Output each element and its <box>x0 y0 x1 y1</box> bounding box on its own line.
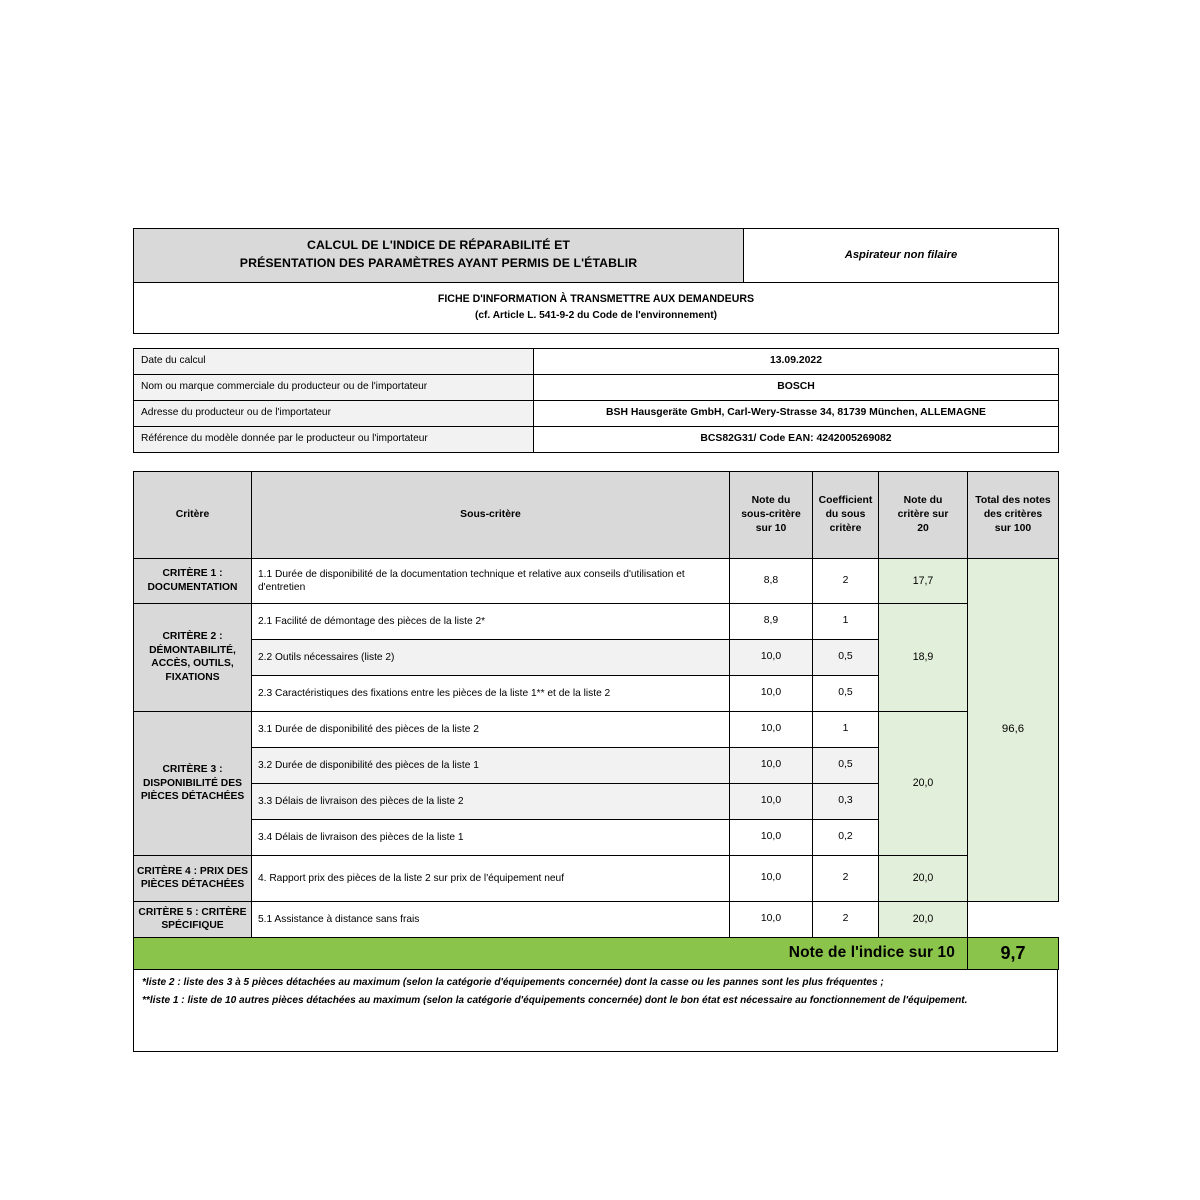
subcriterion-3-2-label: 3.2 Durée de disponibilité des pièces de la liste 1 <box>252 747 730 783</box>
document-subtitle-line1: FICHE D'INFORMATION À TRANSMETTRE AUX DEMANDEURS <box>437 292 755 305</box>
col-header-subnote <box>730 471 813 558</box>
subcriterion-3-3-coef: 0,3 <box>813 783 879 819</box>
subcriterion-2-3-coef: 0,5 <box>813 675 879 711</box>
subcriterion-2-1-label: 2.1 Facilité de démontage des pièces de la liste 2* <box>252 603 730 639</box>
subcriterion-3-1-coef: 1 <box>813 711 879 747</box>
criterion-1-name-l1: CRITÈRE 1 : <box>162 568 223 580</box>
criterion-2-note20: 18,9 <box>879 603 968 711</box>
info-row-date <box>134 348 1059 374</box>
info-value-model: BCS82G31/ Code EAN: 4242005269082 <box>534 426 1059 452</box>
document-header-table <box>133 228 1059 334</box>
criterion-3-name-l2: DISPONIBILITÉ DES <box>143 777 242 789</box>
final-score-label: Note de l'indice sur 10 <box>134 937 968 969</box>
header-subtitle-row <box>134 282 1059 333</box>
col-header-note20-l3: 20 <box>917 522 929 534</box>
col-header-note20-l1: Note du <box>903 494 943 506</box>
subcriterion-3-3-label: 3.3 Délais de livraison des pièces de la liste 2 <box>252 783 730 819</box>
col-header-coefficient <box>813 471 879 558</box>
info-label-model: Référence du modèle donnée par le producteur ou l'importateur <box>134 426 534 452</box>
criterion-5-name <box>134 901 252 937</box>
criterion-5-name-l2: SPÉCIFIQUE <box>161 920 224 932</box>
manufacturer-info-table <box>133 348 1059 453</box>
criterion-5-name-l1: CRITÈRE 5 : CRITÈRE <box>138 906 247 918</box>
subcriterion-2-2-coef: 0,5 <box>813 639 879 675</box>
criterion-2-name-l4: FIXATIONS <box>165 671 220 683</box>
subcriterion-3-4-label: 3.4 Délais de livraison des pièces de la liste 1 <box>252 819 730 855</box>
subcriterion-5-1-label: 5.1 Assistance à distance sans frais <box>252 901 730 937</box>
header-title-row <box>134 229 1059 283</box>
criterion-4-name-l2: PIÈCES DÉTACHÉES <box>140 879 245 891</box>
subcriterion-2-1-coef: 1 <box>813 603 879 639</box>
info-row-address <box>134 400 1059 426</box>
col-header-coefficient-l2: du sous <box>825 508 866 520</box>
col-header-coefficient-l1: Coefficient <box>818 494 873 506</box>
subcriterion-4-1-note: 10,0 <box>730 855 813 901</box>
criterion-3-name <box>134 711 252 855</box>
col-header-total100-l1: Total des notes <box>975 494 1051 506</box>
subcriterion-3-4-note: 10,0 <box>730 819 813 855</box>
info-value-address: BSH Hausgeräte GmbH, Carl-Wery-Strasse 34, 81739 München, ALLEMAGNE <box>534 400 1059 426</box>
subcriterion-3-2-coef: 0,5 <box>813 747 879 783</box>
subcriterion-5-1-note: 10,0 <box>730 901 813 937</box>
col-header-criterion: Critère <box>134 471 252 558</box>
criterion-3-name-l3: PIÈCES DÉTACHÉES <box>140 791 245 803</box>
col-header-total100-l2: des critères <box>983 508 1043 520</box>
total-notes-100: 96,6 <box>968 558 1059 901</box>
subcriterion-3-4-coef: 0,2 <box>813 819 879 855</box>
criterion-4-name <box>134 855 252 901</box>
criterion-1-note20: 17,7 <box>879 558 968 603</box>
subcriterion-2-2-label: 2.2 Outils nécessaires (liste 2) <box>252 639 730 675</box>
subcriterion-2-3-label: 2.3 Caractéristiques des fixations entre les pièces de la liste 1** et de la liste 2 <box>252 675 730 711</box>
subcriterion-4-1-coef: 2 <box>813 855 879 901</box>
subcriterion-4-1-label: 4. Rapport prix des pièces de la liste 2 sur prix de l'équipement neuf <box>252 855 730 901</box>
criterion-1-name-l2: DOCUMENTATION <box>147 581 238 593</box>
info-row-model <box>134 426 1059 452</box>
subcriterion-3-2-note: 10,0 <box>730 747 813 783</box>
footnote-liste1: **liste 1 : liste de 10 autres pièces détachées au maximum (selon la catégorie d'équipements concernée) dont le bon état est nécessaire au fonctionnement de l'équipement. <box>142 995 968 1007</box>
footnotes <box>133 970 1058 1052</box>
info-label-date: Date du calcul <box>134 348 534 374</box>
criterion-4-note20: 20,0 <box>879 855 968 901</box>
table-row <box>134 855 1059 901</box>
criterion-1-name <box>134 558 252 603</box>
criterion-2-name-l1: CRITÈRE 2 : <box>162 631 223 643</box>
table-row <box>134 603 1059 639</box>
table-row <box>134 558 1059 603</box>
criterion-2-name <box>134 603 252 711</box>
info-label-brand: Nom ou marque commerciale du producteur ou de l'importateur <box>134 374 534 400</box>
table-row <box>134 711 1059 747</box>
info-row-brand <box>134 374 1059 400</box>
col-header-subcriterion: Sous-critère <box>252 471 730 558</box>
criterion-5-note20: 20,0 <box>879 901 968 937</box>
col-header-subnote-l2: sous-critère <box>741 508 801 520</box>
subcriterion-3-1-note: 10,0 <box>730 711 813 747</box>
document-title-line2: PRÉSENTATION DES PARAMÈTRES AYANT PERMIS DE L'ÉTABLIR <box>239 255 638 270</box>
subcriterion-5-1-coef: 2 <box>813 901 879 937</box>
subcriterion-3-1-label: 3.1 Durée de disponibilité des pièces de la liste 2 <box>252 711 730 747</box>
col-header-subnote-l1: Note du <box>751 494 791 506</box>
subcriterion-2-2-note: 10,0 <box>730 639 813 675</box>
document-title-line1: CALCUL DE L'INDICE DE RÉPARABILITÉ ET <box>306 238 571 252</box>
subcriterion-1-1-coef: 2 <box>813 558 879 603</box>
repairability-index-sheet <box>133 228 1058 1052</box>
footnote-liste2: *liste 2 : liste des 3 à 5 pièces détachées au maximum (selon la catégorie d'équipements concernée) dont la casse ou les pannes sont les plus fréquentes ; <box>142 976 884 988</box>
col-header-total100-l3: sur 100 <box>994 522 1032 534</box>
subcriterion-2-3-note: 10,0 <box>730 675 813 711</box>
scoring-header-row <box>134 471 1059 558</box>
table-row <box>134 901 1059 937</box>
document-subtitle <box>134 282 1059 333</box>
document-title <box>134 229 744 283</box>
col-header-total100 <box>968 471 1059 558</box>
col-header-note20-l2: critère sur <box>897 508 949 520</box>
scoring-table <box>133 471 1059 970</box>
subcriterion-3-3-note: 10,0 <box>730 783 813 819</box>
subcriterion-1-1-note: 8,8 <box>730 558 813 603</box>
product-type: Aspirateur non filaire <box>744 229 1059 283</box>
criterion-3-note20: 20,0 <box>879 711 968 855</box>
info-value-date: 13.09.2022 <box>534 348 1059 374</box>
subcriterion-2-1-note: 8,9 <box>730 603 813 639</box>
criterion-2-name-l2: DÉMONTABILITÉ, <box>149 644 236 656</box>
criterion-3-name-l1: CRITÈRE 3 : <box>162 763 223 775</box>
final-score-row <box>134 937 1059 969</box>
criterion-2-name-l3: ACCÈS, OUTILS, <box>151 658 234 670</box>
col-header-coefficient-l3: critère <box>829 522 862 534</box>
col-header-subnote-l3: sur 10 <box>755 522 787 534</box>
col-header-note20 <box>879 471 968 558</box>
info-label-address: Adresse du producteur ou de l'importateur <box>134 400 534 426</box>
info-value-brand: BOSCH <box>534 374 1059 400</box>
criterion-4-name-l1: CRITÈRE 4 : PRIX DES <box>137 865 248 877</box>
document-subtitle-line2: (cf. Article L. 541-9-2 du Code de l'environnement) <box>474 309 718 321</box>
final-score-value: 9,7 <box>968 937 1059 969</box>
subcriterion-1-1-label: 1.1 Durée de disponibilité de la documentation technique et relative aux conseils d'utilisation et d'entretien <box>252 558 730 603</box>
